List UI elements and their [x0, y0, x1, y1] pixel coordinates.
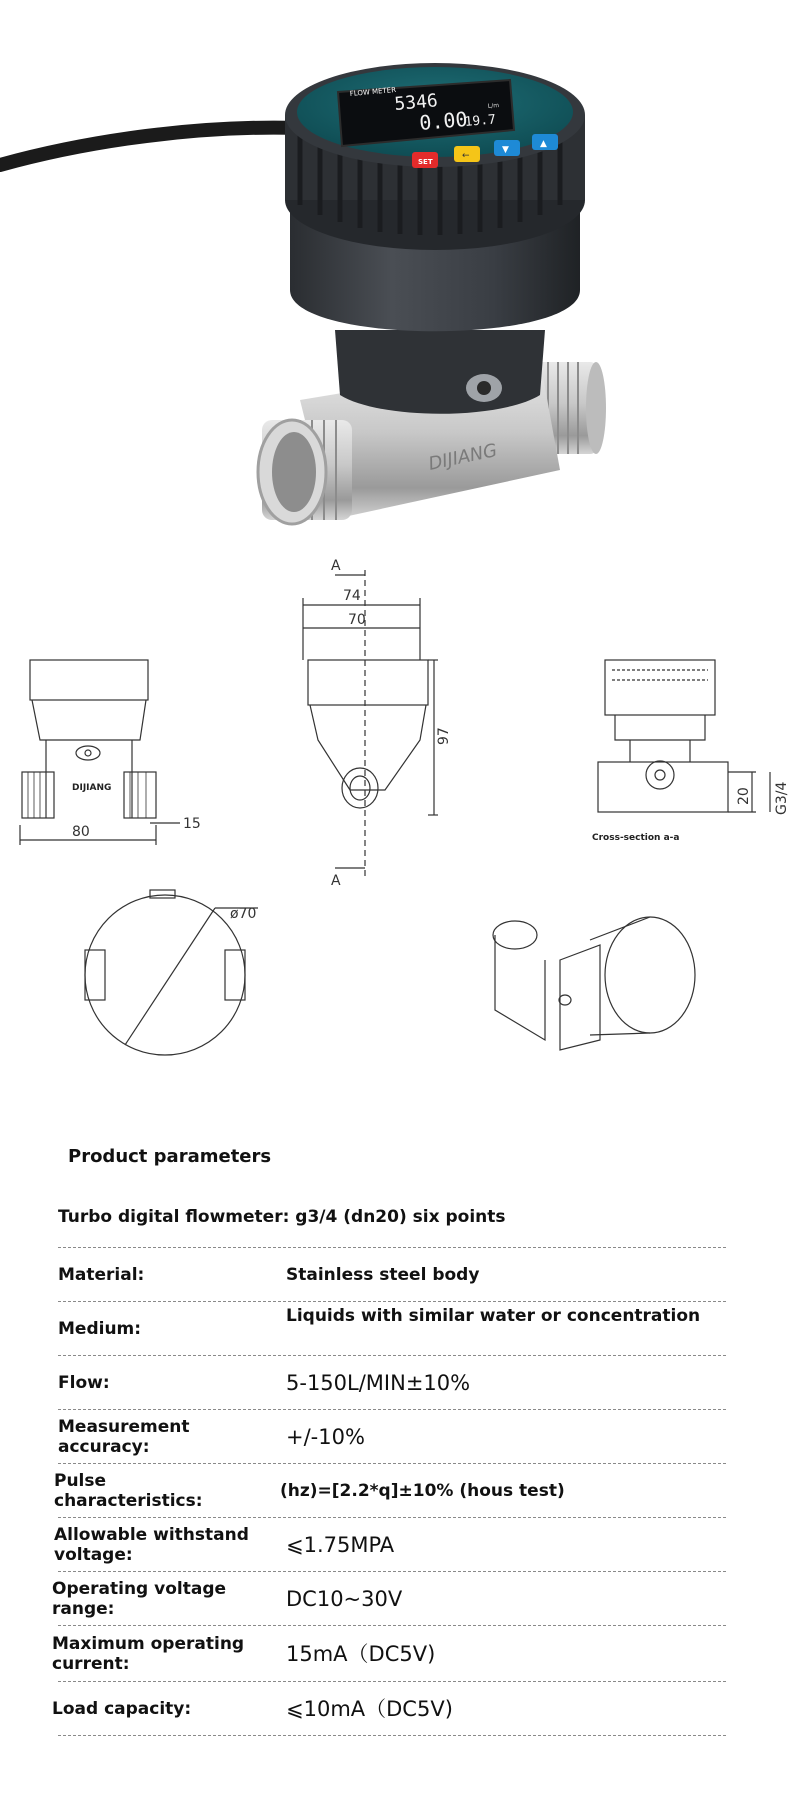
param-row-accuracy	[58, 1410, 726, 1464]
dim-70: 70	[348, 612, 366, 628]
dim-phi70: ø70	[230, 906, 257, 922]
param-value: 5-150L/MIN±10%	[286, 1370, 471, 1395]
shift-icon: ←	[462, 151, 470, 161]
param-key: Allowable withstand voltage:	[54, 1524, 249, 1565]
param-key: Flow:	[58, 1372, 110, 1393]
params-heading: Turbo digital flowmeter: g3/4 (dn20) six points	[58, 1206, 506, 1227]
param-row-load-capacity	[52, 1682, 726, 1736]
section-marker-top: A	[331, 558, 341, 574]
display-reading-top: 5346	[393, 90, 439, 115]
dim-80: 80	[72, 824, 90, 840]
dim-g34: G3/4	[774, 781, 790, 815]
param-row-pulse	[54, 1464, 726, 1518]
params-heading-row	[58, 1186, 726, 1248]
params-title: Product parameters	[68, 1146, 272, 1167]
param-value: DC10~30V	[286, 1586, 403, 1611]
down-arrow-icon: ▼	[502, 145, 509, 155]
param-key: Medium:	[58, 1318, 142, 1339]
param-row-flow	[58, 1356, 726, 1410]
brand-emboss: DIJIANG	[426, 439, 500, 475]
param-value: ⩽1.75MPA	[286, 1532, 395, 1557]
side-view	[303, 570, 438, 880]
param-row-material	[58, 1248, 726, 1302]
dim-20: 20	[736, 787, 752, 805]
dim-15: 15	[183, 816, 201, 832]
param-key: Maximum operating current:	[52, 1633, 245, 1674]
param-key: Measurement accuracy:	[58, 1416, 190, 1457]
section-marker-bottom: A	[331, 873, 341, 889]
param-row-voltage-range	[52, 1572, 726, 1626]
param-key: Load capacity:	[52, 1698, 192, 1719]
display-title: FLOW METER	[349, 85, 397, 98]
display-unit: L/m	[487, 102, 500, 110]
param-value: +/-10%	[286, 1424, 365, 1449]
param-key: Material:	[58, 1264, 145, 1285]
param-row-medium	[58, 1302, 726, 1356]
param-value: Stainless steel body	[286, 1264, 480, 1285]
dim-74: 74	[343, 588, 361, 604]
technical-drawings	[0, 550, 790, 1070]
param-row-operating-current	[52, 1626, 726, 1682]
display-face	[297, 67, 573, 157]
product-photo	[0, 0, 790, 560]
param-value: ⩽10mA（DC5V)	[286, 1696, 453, 1721]
param-key: Pulse characteristics:	[54, 1470, 203, 1511]
param-row-withstand-voltage	[54, 1518, 726, 1572]
collar	[335, 330, 545, 414]
param-value: (hz)=[2.2*q]±10% (hous test)	[280, 1480, 565, 1501]
cable	[0, 128, 300, 165]
front-view	[20, 660, 180, 845]
param-value: 15mA（DC5V)	[286, 1641, 436, 1666]
isometric-view	[493, 917, 695, 1050]
param-value: Liquids with similar water or concentration	[286, 1306, 701, 1326]
set-button-label: SET	[418, 158, 433, 166]
pipe-left	[258, 420, 352, 524]
cross-section-label: Cross-section a-a	[592, 833, 680, 843]
params-table	[52, 1186, 726, 1736]
display-reading-mid: 0.00	[418, 106, 469, 135]
display-reading-temp: 19.7	[464, 112, 497, 130]
up-arrow-icon: ▲	[540, 139, 547, 149]
param-key: Operating voltage range:	[52, 1578, 227, 1619]
dim-97: 97	[436, 727, 452, 745]
brand-label-drawing: DIJIANG	[72, 783, 112, 793]
